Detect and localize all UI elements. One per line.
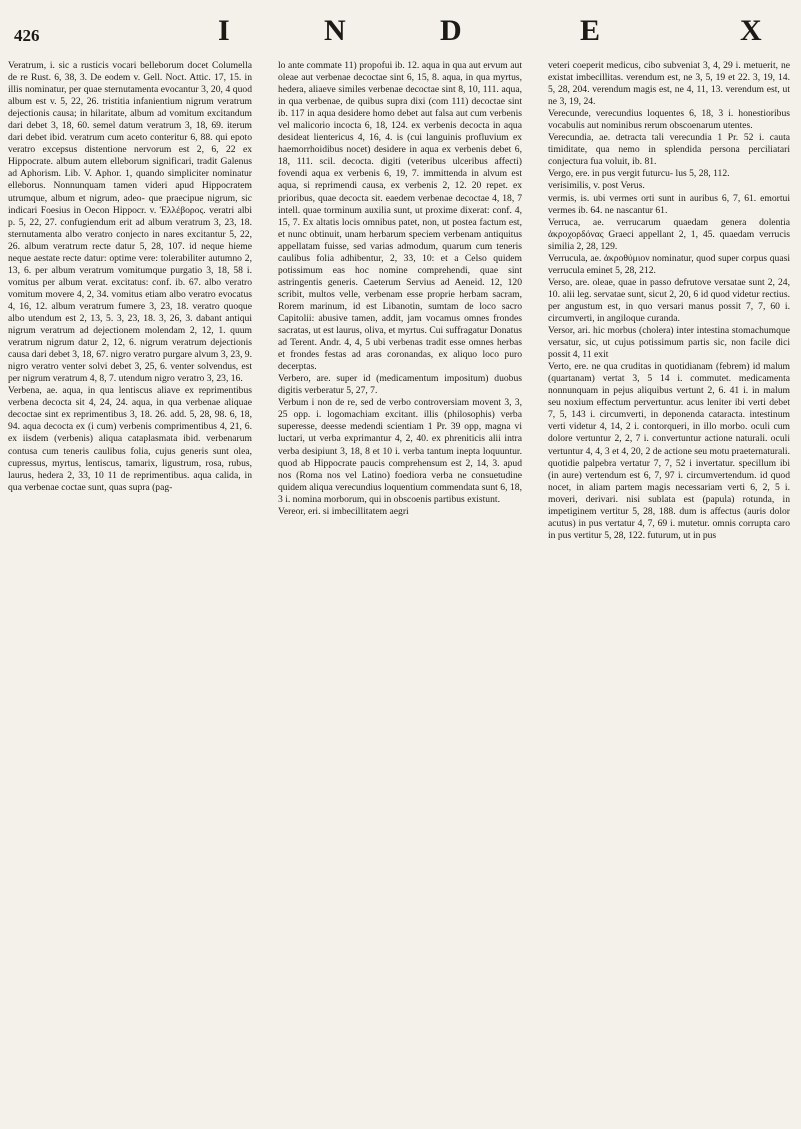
index-entry: Vergo, ere. in pus vergit futurcu- lus 5, 28, 112. <box>548 168 730 180</box>
index-entry: Verto, ere. ne qua cruditas in quotidianam (febrem) id malum (quartanam) vertat 3, 5 14 i. commutet. medicamenta nonnunquam in pejus aliquibus vertunt 2, 6. 41 i. in malum seu noxium effectum pervertuntur. acus leniter ibi verti debet 7, 5, 143 i. circumverti, in deponenda cataracta. intestinum verti videtur 4, 14, 2 i. contorqueri, in illo morbo. oculi cum dolore vertuntur 2, 2, 7 i. convertuntur actione naturali. oculi vertuntur 4, 4, 3 et 4, 20, 2 de actione seu motu praeternaturali. quotidie palpebra vertatur 7, 7, 52 i invertatur. specillum ibi (in aure) vertendum est 6, 7, 97 i. circumvertendum. id quod nocet, in aliam partem magis necessariam verti 6, 2, 5 i. moveri, derivari. nisi sublata est (papula) rotunda, in impetiginem vertitur 5, 28, 188. dum is affectus (auris dolor acutus) in pus vertatur 4, 7, 69 i. mutetur. omnis corrupta caro in pus vertitur 5, 28, 122. futurum, ut in pus <box>548 361 790 541</box>
index-column-1 <box>8 60 252 1120</box>
header-letter: N <box>324 14 346 47</box>
index-entry: Verbum i non de re, sed de verbo controversiam movent 3, 3, 25 opp. i. logomachiam excitant. illis (philosophis) verba superesse, deesse medendi scientiam 1 Pr. 39 opp, magna vi luctari, ut verba exprimantur 4, 2, 40. ex phreniticis alii intra verba desipiunt 3, 18, 8 et 10 i. verba tantum inepta loquuntur. quod ab Hippocrate paucis comprehensum est 2, 14, 3. apud nos (Roma nos vel Latino) foediora verba ne consuetudine quidem aliqua verecundius loquentium commendata sunt 6, 18, 3 i. nomina morborum, qui in obscoenis partibus existunt. <box>278 397 522 505</box>
header-letter: E <box>580 14 601 47</box>
header-letter: I <box>218 14 230 47</box>
index-entry: Verbena, ae. aqua, in qua lentiscus aliave ex reprimentibus verbena decocta sit 4, 24, 24. aqua, in qua verbenae aliquae decoctae sint ex reprimentibus 3, 18. 26. add. 5, 28, 98. 6, 18, 94. aqua decocta ex (i cum) verbenis comprimentibus 4, 21, 6. ex iisdem (verbenis) aliqua cataplasmata ibid. verbenarum contusa cum teneris caulibus folia, cujus generis sunt olea, cupressus, myrtus, lentiscus, tamarix, ligustrum, rosa, rubus, laurus, hedera 2, 33, 10 11 de reprimentibus. aqua calida, in qua verbenae coctae sunt, quas supra (pag- <box>8 385 252 493</box>
index-entry: Verbero, are. super id (medicamentum impositum) duobus digitis verberatur 5, 27, 7. <box>278 373 522 397</box>
header-letter: D <box>440 14 462 47</box>
index-entry: vermis, is. ubi vermes orti sunt in auribus 6, 7, 61. emortui vermes ib. 64. ne nascantur 61. <box>548 192 790 216</box>
page-number: 426 <box>14 26 40 45</box>
index-entry: Versor, ari. hic morbus (cholera) inter intestina stomachumque versatur, sic, ut cujus potissimum partis sic, non facile dici possit 4, 11 exit <box>548 325 790 361</box>
index-entry: Verruca, ae. verrucarum quaedam genera dolentia ἀκροχορδόνας Graeci appellant 2, 1, 45. quaedam verrucis similia 2, 28, 129. <box>548 216 790 252</box>
index-column-2 <box>278 60 522 1120</box>
index-columns <box>8 60 794 1120</box>
index-entry: Verrucula, ae. ἀκροθύμιον nominatur, quod super corpus quasi verrucula eminet 5, 28, 212. <box>548 252 790 276</box>
index-entry: Verecundia, ae. detracta tali verecundia 1 Pr. 52 i. cauta timiditate, qua nemo in splendida persona perciliatari conjectura fua voluit, ib. 81. <box>548 132 790 168</box>
index-entry: veteri coeperit medicus, cibo subveniat 3, 4, 29 i. metuerit, ne existat imbecillitas. verendum est, ne 3, 5, 19 et 22. 3, 19, 14. 5, 28, 204. verendum magis est, ne 4, 11, 13. verendum est, ut ne 3, 19, 24. <box>548 60 790 108</box>
header-letter: X <box>740 14 762 47</box>
index-entry: Verecunde, verecundius loquentes 6, 18, 3 i. honestioribus vocabulis aut nominibus rerum obscoenarum utentes. <box>548 108 790 132</box>
index-entry: Veratrum, i. sic a rusticis vocari belleborum docet Columella de re Rust. 6, 38, 3. De eodem v. Gell. Noct. Attic. 17, 15. in illis nominatur, per quae sternutamenta evocantur 3, 20, 4 quod album est v. 5, 22, 26. tristitia infanientium nigrum veratrum dejectionis causa; in hilaritate, album ad vomitum excitandum dari debet 3, 18, 60. semel datum veratrum 3, 18, 69. iterum dari debet ibid. veratrum cum aceto conteritur 6, 88. qui epoto veratro excepsus distentione nervorum est 2, 6, 22 ex Hippocrate. album autem elleborum significari, tradit Galenus ad Aphorism. Lib. V. Aphor. 1, quando simpliciter nominatur elleborus. Nonnunquam tamen videri apud Hippocratem utrumque, album et nigrum, adeo- que praecipue nigrum, sic indicari Foesius in Oecon Hippocr. v. Ἑλλέβορος. veratri albi p. 5, 22, 27. confugiendum erit ad album veratrum 3, 23, 18. sternutamenta albo veratro conjecto in nares excitantur 5, 22, 26. album veratrum recte datur 5, 28, 107. id neque hieme neque aestate recte datur: optime vere: tolerabiliter autumno 2, 13, 6. per album veratrum vomitumque purgatio 3, 18, 58 i. vomitus per album verat. excitatus: conf. ib. 67. albo veratro vomitum movere 4, 2, 34. vomitus etiam albo veratro evocatus 4, 16, 12. album veratrum fumere 3, 23, 18. veratro quoque albo utendum est 2, 13, 5. 3, 23, 18. 3, 26, 3. dabant antiqui nigrum veratrum ad dejectionem molendam 2, 12, 1. quum veratrum nigrum datur 2, 12, 6. nigrum veratrum dejectionis causa dari debet 3, 18, 67. nigro veratro purgare alvum 3, 23, 9. nigro veratro venter solvi debet 3, 25, 6. venter solvendus, est per nigrum veratrum 4, 8, 7. utendum nigro veratro 3, 23, 16. <box>8 60 252 385</box>
index-entry: Vereor, eri. si imbecillitatem aegri <box>278 505 409 517</box>
index-entry: verisimilis, v. post Verus. <box>548 180 645 192</box>
index-entry: Verso, are. oleae, quae in passo defrutove versatae sunt 2, 24, 10. alii leg. servatae sunt, sicut 2, 20, 6 id quod videtur rectius. per angustum est, in quo versari manus possit 7, 7, 60 i. circumverti, in angiloque curanda. <box>548 276 790 324</box>
index-column-3 <box>548 60 790 1120</box>
index-entry: lo ante commate 11) propofui ib. 12. aqua in qua aut ervum aut oleae aut verbenae decoctae sint 6, 15, 8. aqua, in qua myrtus, hedera, aliaeve similes verbenae decoctae sint 8, 10, 111. aqua, in qua verbenae, de quibus supra dixi (com 111) decoctae sint ib. 117 in aqua desidere homo debet aut falsa aut cum verbenis vel malicorio incocta 6, 18, 124. ex verbenis decocta in aqua desideat lientericus 4, 16, 4. is (cui languinis profluvium ex haemorrhoidibus nocet) desidere in aqua ex verbenis debet 6, 18, 111. scil. decocta. digiti (veteribus ulceribus affecti) fovendi aqua ex verbenis 6, 19, 7. immittenda in alvum est aqua, si reprimendi causa, ex verbenis 2, 12. 20 repet. ex prioribus, quae decocta sit. eaedem verbenae decoctae 4, 18, 7 intell. quae torminum auxilia sunt, ut proxime dixerat: conf. 4, 15, 7. Ex altatis locis omnibus patet, non, ut postea factum est, et nunc obtinuit, unam herbarum speciem verbenam antiquitus appellatam fuisse, sed varias admodum, quarum cum teneris caulibus folia adhibentur, 2, 33, 10: et a Celso quidem potissimum eas hoc nomine comprehendi, quae sint astringentis generis. Caeterum Servius ad Aeneid. 12, 120 scribit, multos velle, verbenam esse proprie herbam sacram, Rorem marinum, id est Libanotin, sumtam de loco sacro Capitolii: abusive tamen, addit, jam vocamus omnes frondes sacratas, ut est laurus, oliva, et myrtus. Cui suffragatur Donatus ad Terent. Andr. 4, 4, 5 ubi verbenas tradit esse omnes herbas et frondes festas ad aras coronandas, ex aliquo loco puro decerptas. <box>278 60 522 373</box>
running-header <box>0 14 801 54</box>
